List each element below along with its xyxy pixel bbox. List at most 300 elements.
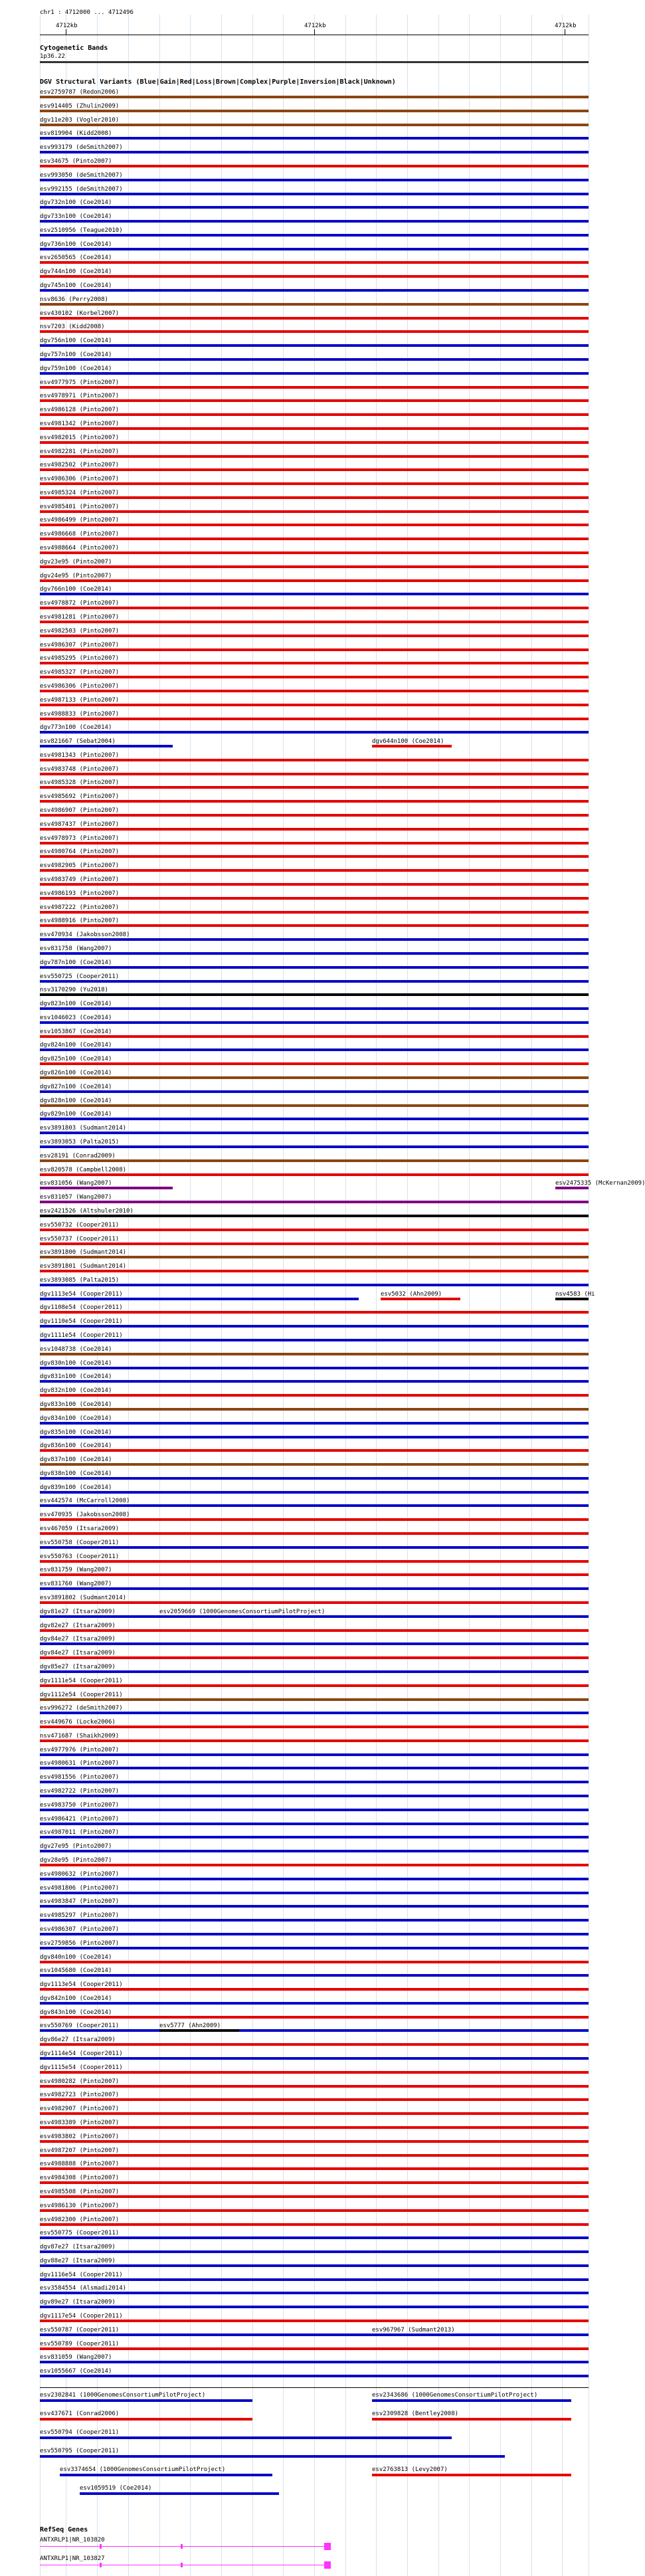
sv-bar[interactable] — [159, 2029, 239, 2032]
sv-bar[interactable] — [40, 1035, 589, 1038]
sv-label[interactable]: esv2309828 (Bentley2008) — [372, 2411, 459, 2417]
sv-bar[interactable] — [40, 317, 589, 320]
sv-label[interactable]: esv4985401 (Pinto2007) — [40, 503, 120, 510]
sv-bar[interactable] — [40, 427, 589, 430]
sv-label[interactable]: esv4987133 (Pinto2007) — [40, 696, 120, 704]
sv-label[interactable]: esv550775 (Cooper2011) — [40, 2230, 120, 2237]
sv-bar[interactable] — [40, 745, 173, 747]
sv-label[interactable]: nsv8636 (Perry2008) — [40, 296, 108, 303]
sv-label[interactable]: dgv84e27 (Itsara2009) — [40, 1650, 116, 1657]
sv-label[interactable]: esv3893085 (Palta2015) — [40, 1276, 120, 1284]
sv-label[interactable]: dgv842n100 (Coe2014) — [40, 1995, 112, 2002]
sv-bar[interactable] — [40, 1491, 589, 1494]
sv-label[interactable]: esv4982723 (Pinto2007) — [40, 2092, 120, 2099]
sv-label[interactable]: esv4982281 (Pinto2007) — [40, 448, 120, 455]
sv-bar[interactable] — [40, 1532, 589, 1535]
sv-bar[interactable] — [40, 1615, 589, 1618]
sv-label[interactable]: dgv834n100 (Coe2014) — [40, 1415, 112, 1422]
sv-bar[interactable] — [40, 718, 589, 720]
sv-bar[interactable] — [40, 441, 589, 444]
sv-bar[interactable] — [40, 1684, 589, 1687]
sv-label[interactable]: esv821667 (Sebat2004) — [40, 738, 116, 745]
sv-bar[interactable] — [40, 551, 589, 554]
sv-bar[interactable] — [40, 1422, 589, 1425]
sv-label[interactable]: esv3891803 (Sudmant2014) — [40, 1125, 127, 1132]
sv-bar[interactable] — [40, 2333, 589, 2336]
sv-label[interactable]: dgv86e27 (Itsara2009) — [40, 2036, 116, 2044]
sv-bar[interactable] — [381, 1298, 460, 1300]
sv-label[interactable]: dgv824n100 (Coe2014) — [40, 1042, 112, 1049]
sv-bar[interactable] — [40, 538, 589, 540]
sv-label[interactable]: esv2759856 (Pinto2007) — [40, 1939, 120, 1947]
sv-label[interactable]: esv4981806 (Pinto2007) — [40, 1884, 120, 1892]
sv-bar[interactable] — [40, 924, 589, 927]
sv-bar[interactable] — [60, 2474, 272, 2476]
sv-bar[interactable] — [40, 648, 589, 651]
sv-bar[interactable] — [40, 2085, 589, 2088]
sv-bar[interactable] — [40, 1298, 359, 1300]
sv-label[interactable]: dgv1110e54 (Cooper2011) — [40, 1318, 123, 1326]
sv-bar[interactable] — [40, 993, 589, 996]
gene-label[interactable]: ANTXRLP1|NR_103827 — [40, 2555, 105, 2562]
sv-bar[interactable] — [40, 330, 589, 333]
sv-bar[interactable] — [40, 303, 589, 306]
sv-bar[interactable] — [40, 413, 589, 416]
sv-label[interactable]: esv4987222 (Pinto2007) — [40, 904, 120, 911]
sv-label[interactable]: esv831758 (Wang2007) — [40, 945, 112, 952]
sv-label[interactable]: esv3374654 (1000GenomesConsortiumPilotProject) — [60, 2466, 226, 2473]
sv-label[interactable]: dgv838n100 (Coe2014) — [40, 1470, 112, 1477]
sv-label[interactable]: esv550732 (Cooper2011) — [40, 1221, 120, 1229]
sv-label[interactable]: esv4985508 (Pinto2007) — [40, 2188, 120, 2195]
sv-label[interactable]: esv993050 (deSmith2007) — [40, 171, 123, 179]
sv-label[interactable]: esv4986307 (Pinto2007) — [40, 641, 120, 648]
sv-label[interactable]: esv3891802 (Sudmant2014) — [40, 1595, 127, 1602]
sv-bar[interactable] — [40, 1587, 589, 1590]
sv-bar[interactable] — [40, 2181, 589, 2184]
sv-label[interactable]: esv4977975 (Pinto2007) — [40, 379, 120, 386]
sv-bar[interactable] — [40, 455, 589, 458]
sv-bar[interactable] — [40, 344, 589, 347]
sv-label[interactable]: esv550789 (Cooper2011) — [40, 2340, 120, 2347]
sv-bar[interactable] — [40, 1270, 589, 1272]
sv-bar[interactable] — [40, 2043, 589, 2046]
sv-label[interactable]: esv2421526 (Altshuler2010) — [40, 1207, 134, 1215]
sv-bar[interactable] — [40, 786, 589, 789]
sv-bar[interactable] — [40, 1850, 589, 1852]
sv-bar[interactable] — [40, 1795, 589, 1797]
sv-label[interactable]: esv550795 (Cooper2011) — [40, 2448, 120, 2454]
sv-bar[interactable] — [40, 1947, 589, 1949]
sv-bar[interactable] — [40, 2195, 589, 2198]
sv-bar[interactable] — [40, 1739, 589, 1742]
sv-bar[interactable] — [40, 220, 589, 223]
sv-label[interactable]: dgv1114e54 (Cooper2011) — [40, 2050, 123, 2058]
sv-bar[interactable] — [40, 1284, 589, 1286]
sv-bar[interactable] — [40, 1215, 589, 1217]
sv-label[interactable]: dgv1115e54 (Cooper2011) — [40, 2064, 123, 2071]
sv-label[interactable]: esv2510956 (Teague2010) — [40, 227, 123, 234]
sv-label[interactable]: esv5032 (Ahn2009) — [381, 1290, 442, 1298]
sv-label[interactable]: esv4978973 (Pinto2007) — [40, 835, 120, 842]
sv-label[interactable]: dgv835n100 (Coe2014) — [40, 1429, 112, 1436]
sv-bar[interactable] — [40, 842, 589, 844]
sv-label[interactable]: esv28191 (Conrad2009) — [40, 1152, 116, 1159]
sv-label[interactable]: esv3891800 (Sudmant2014) — [40, 1249, 127, 1256]
sv-bar[interactable] — [40, 1311, 589, 1314]
sv-bar[interactable] — [40, 496, 589, 499]
sv-bar[interactable] — [40, 855, 589, 858]
sv-bar[interactable] — [40, 759, 589, 761]
sv-bar[interactable] — [40, 2016, 589, 2019]
sv-label[interactable]: esv4983389 (Pinto2007) — [40, 2120, 120, 2126]
sv-label[interactable]: esv34675 (Pinto2007) — [40, 157, 112, 165]
sv-bar[interactable] — [40, 1325, 589, 1328]
gene-exon[interactable] — [100, 2563, 102, 2567]
sv-bar[interactable] — [40, 1919, 589, 1922]
sv-bar[interactable] — [40, 2375, 589, 2377]
sv-bar[interactable] — [40, 1449, 589, 1452]
sv-bar[interactable] — [40, 773, 589, 775]
sv-label[interactable]: dgv644n100 (Coe2014) — [372, 738, 444, 745]
sv-bar[interactable] — [40, 1698, 589, 1701]
sv-label[interactable]: nsv3170290 (Yu2018) — [40, 987, 108, 994]
sv-label[interactable]: esv4986421 (Pinto2007) — [40, 1815, 120, 1823]
sv-label[interactable]: esv430102 (Korbel2007) — [40, 310, 120, 317]
sv-label[interactable]: esv4985324 (Pinto2007) — [40, 489, 120, 496]
sv-label[interactable]: esv4980631 (Pinto2007) — [40, 1760, 120, 1767]
sv-label[interactable]: esv914405 (Zhulin2009) — [40, 102, 120, 110]
sv-bar[interactable] — [40, 1436, 589, 1438]
sv-label[interactable]: dgv830n100 (Coe2014) — [40, 1359, 112, 1367]
sv-label[interactable]: esv4982907 (Pinto2007) — [40, 2106, 120, 2113]
sv-bar[interactable] — [40, 2057, 589, 2060]
sv-bar[interactable] — [40, 193, 589, 195]
sv-label[interactable]: esv4983750 (Pinto2007) — [40, 1801, 120, 1809]
sv-bar[interactable] — [40, 1670, 589, 1673]
sv-bar[interactable] — [40, 179, 589, 181]
sv-label[interactable]: esv467059 (Itsara2009) — [40, 1526, 120, 1533]
sv-bar[interactable] — [40, 2264, 589, 2267]
sv-bar[interactable] — [40, 952, 589, 955]
sv-bar[interactable] — [40, 1518, 589, 1521]
sv-label[interactable]: dgv827n100 (Coe2014) — [40, 1083, 112, 1090]
sv-label[interactable]: esv819904 (Kidd2008) — [40, 130, 112, 138]
sv-bar[interactable] — [40, 1104, 589, 1107]
sv-label[interactable]: esv550725 (Cooper2011) — [40, 973, 120, 980]
cytoband-bar[interactable] — [40, 61, 589, 63]
sv-label[interactable]: dgv833n100 (Coe2014) — [40, 1401, 112, 1408]
sv-bar[interactable] — [40, 1021, 589, 1024]
sv-bar[interactable] — [40, 2098, 589, 2101]
sv-label[interactable]: esv967967 (Sudmant2013) — [372, 2326, 455, 2333]
sv-bar[interactable] — [40, 1726, 589, 1728]
sv-label[interactable]: esv550787 (Cooper2011) — [40, 2326, 120, 2333]
gene-exon[interactable] — [324, 2543, 331, 2550]
sv-bar[interactable] — [40, 1905, 589, 1908]
sv-label[interactable]: esv4980632 (Pinto2007) — [40, 1870, 120, 1878]
sv-bar[interactable] — [40, 593, 589, 595]
sv-label[interactable]: esv1046023 (Coe2014) — [40, 1014, 112, 1021]
sv-label[interactable]: esv4982905 (Pinto2007) — [40, 862, 120, 870]
sv-bar[interactable] — [40, 1132, 589, 1134]
sv-bar[interactable] — [40, 1892, 589, 1894]
sv-bar[interactable] — [40, 1781, 589, 1783]
sv-label[interactable]: esv2059669 (1000GenomesConsortiumPilotProject) — [159, 1608, 325, 1615]
sv-label[interactable]: esv4982722 (Pinto2007) — [40, 1788, 120, 1795]
sv-label[interactable]: esv1059519 (Coe2014) — [80, 2485, 152, 2492]
sv-label[interactable]: dgv757n100 (Coe2014) — [40, 351, 112, 358]
sv-label[interactable]: esv437671 (Conrad2006) — [40, 2411, 120, 2417]
sv-bar[interactable] — [40, 275, 589, 278]
sv-label[interactable]: dgv27e95 (Pinto2007) — [40, 1843, 112, 1850]
sv-bar[interactable] — [40, 206, 589, 209]
sv-label[interactable]: esv4981343 (Pinto2007) — [40, 751, 120, 759]
sv-label[interactable]: esv4982503 (Pinto2007) — [40, 627, 120, 635]
gene-exon[interactable] — [181, 2544, 183, 2549]
sv-bar[interactable] — [40, 1656, 589, 1659]
sv-label[interactable]: esv4987437 (Pinto2007) — [40, 821, 120, 828]
sv-label[interactable]: dgv832n100 (Coe2014) — [40, 1387, 112, 1395]
sv-bar[interactable] — [40, 2455, 505, 2458]
sv-label[interactable]: esv992155 (deSmith2007) — [40, 185, 123, 193]
sv-bar[interactable] — [40, 358, 589, 361]
sv-bar[interactable] — [40, 1560, 589, 1563]
sv-label[interactable]: esv1045680 (Coe2014) — [40, 1967, 112, 1975]
sv-bar[interactable] — [40, 2223, 589, 2226]
sv-bar[interactable] — [40, 2167, 589, 2170]
sv-bar[interactable] — [40, 676, 589, 678]
sv-bar[interactable] — [40, 165, 589, 167]
sv-label[interactable]: dgv733n100 (Coe2014) — [40, 213, 112, 221]
sv-label[interactable]: esv3891801 (Sudmant2014) — [40, 1263, 127, 1270]
sv-bar[interactable] — [40, 1988, 589, 1991]
sv-label[interactable]: esv4981281 (Pinto2007) — [40, 613, 120, 621]
sv-label[interactable]: dgv836n100 (Coe2014) — [40, 1442, 112, 1450]
sv-bar[interactable] — [40, 2278, 589, 2281]
sv-bar[interactable] — [40, 1767, 589, 1769]
sv-bar[interactable] — [40, 2320, 589, 2322]
sv-bar[interactable] — [40, 1753, 589, 1756]
sv-bar[interactable] — [40, 1408, 589, 1411]
sv-bar[interactable] — [40, 690, 589, 692]
sv-bar[interactable] — [40, 1242, 589, 1245]
sv-bar[interactable] — [40, 2154, 589, 2157]
sv-label[interactable]: dgv829n100 (Coe2014) — [40, 1111, 112, 1118]
sv-bar[interactable] — [40, 966, 589, 969]
sv-label[interactable]: esv1055667 (Coe2014) — [40, 2368, 112, 2375]
sv-label[interactable]: dgv828n100 (Coe2014) — [40, 1097, 112, 1104]
sv-label[interactable]: dgv843n100 (Coe2014) — [40, 2009, 112, 2016]
sv-label[interactable]: esv470935 (Jakobsson2008) — [40, 1512, 130, 1519]
sv-label[interactable]: dgv1112e54 (Cooper2011) — [40, 1691, 123, 1698]
sv-bar[interactable] — [40, 607, 589, 609]
sv-bar[interactable] — [40, 1076, 589, 1079]
sv-bar[interactable] — [40, 386, 589, 389]
sv-label[interactable]: esv831056 (Wang2007) — [40, 1180, 112, 1187]
sv-label[interactable]: dgv11e203 (Vogler2010) — [40, 116, 120, 124]
sv-label[interactable]: esv1048738 (Coe2014) — [40, 1345, 112, 1353]
sv-bar[interactable] — [40, 814, 589, 817]
sv-bar[interactable] — [40, 1864, 589, 1866]
sv-bar[interactable] — [372, 745, 452, 747]
sv-label[interactable]: esv4986307 (Pinto2007) — [40, 1926, 120, 1933]
sv-label[interactable]: esv4982015 (Pinto2007) — [40, 434, 120, 441]
sv-label[interactable]: esv3584554 (Alsmadi2014) — [40, 2285, 127, 2292]
sv-bar[interactable] — [40, 399, 589, 402]
sv-bar[interactable] — [40, 1712, 589, 1714]
sv-label[interactable]: dgv1108e54 (Cooper2011) — [40, 1304, 123, 1312]
sv-bar[interactable] — [40, 980, 589, 983]
sv-label[interactable]: esv3893053 (Palta2015) — [40, 1138, 120, 1145]
sv-bar[interactable] — [372, 2474, 571, 2476]
sv-label[interactable]: esv442574 (McCarroll2008) — [40, 1498, 130, 1505]
sv-label[interactable]: esv2475335 (McKernan2009) — [555, 1180, 645, 1187]
sv-bar[interactable] — [40, 662, 589, 664]
sv-label[interactable]: dgv773n100 (Coe2014) — [40, 724, 112, 732]
sv-label[interactable]: dgv736n100 (Coe2014) — [40, 241, 112, 248]
sv-label[interactable]: dgv766n100 (Coe2014) — [40, 586, 112, 593]
sv-label[interactable]: esv2763813 (Levy2007) — [372, 2466, 448, 2473]
sv-bar[interactable] — [372, 2333, 452, 2336]
sv-label[interactable]: dgv28e95 (Pinto2007) — [40, 1857, 112, 1864]
sv-bar[interactable] — [40, 1601, 589, 1604]
sv-bar[interactable] — [40, 1339, 589, 1341]
sv-bar[interactable] — [40, 1878, 589, 1880]
sv-label[interactable]: esv831059 (Wang2007) — [40, 2354, 112, 2361]
sv-bar[interactable] — [40, 1062, 589, 1065]
sv-bar[interactable] — [40, 883, 589, 886]
sv-label[interactable]: esv4986306 (Pinto2007) — [40, 682, 120, 690]
sv-bar[interactable] — [40, 137, 589, 140]
sv-label[interactable]: dgv84e27 (Itsara2009) — [40, 1636, 116, 1643]
sv-label[interactable]: esv550758 (Cooper2011) — [40, 1539, 120, 1546]
sv-label[interactable]: esv5777 (Ahn2009) — [159, 2023, 221, 2030]
gene-exon[interactable] — [100, 2544, 102, 2549]
sv-bar[interactable] — [40, 1823, 589, 1825]
sv-bar[interactable] — [40, 1118, 589, 1120]
gene-exon[interactable] — [181, 2563, 183, 2567]
sv-label[interactable]: dgv85e27 (Itsara2009) — [40, 1663, 116, 1670]
sv-bar[interactable] — [40, 1201, 589, 1203]
sv-bar[interactable] — [159, 1615, 239, 1618]
sv-bar[interactable] — [40, 938, 589, 941]
sv-label[interactable]: esv4985692 (Pinto2007) — [40, 793, 120, 801]
sv-bar[interactable] — [40, 731, 589, 734]
sv-bar[interactable] — [40, 897, 589, 900]
sv-label[interactable]: esv4983802 (Pinto2007) — [40, 2133, 120, 2140]
sv-bar[interactable] — [40, 579, 589, 582]
sv-label[interactable]: dgv745n100 (Coe2014) — [40, 282, 112, 290]
sv-bar[interactable] — [40, 2306, 589, 2308]
sv-bar[interactable] — [40, 1961, 589, 1963]
sv-bar[interactable] — [80, 2492, 279, 2495]
sv-bar[interactable] — [40, 1367, 589, 1369]
sv-bar[interactable] — [40, 2347, 589, 2350]
sv-bar[interactable] — [40, 1504, 589, 1507]
sv-label[interactable]: dgv732n100 (Coe2014) — [40, 199, 112, 207]
sv-label[interactable]: esv831759 (Wang2007) — [40, 1567, 112, 1574]
sv-label[interactable]: esv820578 (Campbell2008) — [40, 1166, 127, 1173]
sv-bar[interactable] — [40, 869, 589, 872]
sv-bar[interactable] — [40, 1809, 589, 1811]
sv-bar[interactable] — [40, 800, 589, 803]
sv-label[interactable]: esv449676 (Locke2006) — [40, 1719, 116, 1726]
sv-bar[interactable] — [40, 261, 589, 264]
gene-label[interactable]: ANTXRLP1|NR_103820 — [40, 2537, 105, 2543]
sv-label[interactable]: dgv823n100 (Coe2014) — [40, 1001, 112, 1008]
sv-label[interactable]: esv4986668 (Pinto2007) — [40, 531, 120, 538]
sv-bar[interactable] — [40, 151, 589, 153]
sv-bar[interactable] — [40, 1477, 589, 1480]
sv-label[interactable]: esv4985328 (Pinto2007) — [40, 779, 120, 787]
sv-label[interactable]: esv550737 (Cooper2011) — [40, 1235, 120, 1242]
sv-label[interactable]: esv4980282 (Pinto2007) — [40, 2078, 120, 2085]
sv-label[interactable]: dgv787n100 (Coe2014) — [40, 959, 112, 966]
sv-bar[interactable] — [40, 1187, 173, 1189]
sv-label[interactable]: esv4984308 (Pinto2007) — [40, 2175, 120, 2182]
sv-bar[interactable] — [40, 1229, 589, 1231]
sv-label[interactable]: esv4983847 (Pinto2007) — [40, 1898, 120, 1906]
sv-label[interactable]: esv4985297 (Pinto2007) — [40, 1912, 120, 1920]
sv-bar[interactable] — [40, 1933, 589, 1935]
sv-label[interactable]: esv4985327 (Pinto2007) — [40, 669, 120, 676]
sv-bar[interactable] — [40, 2418, 252, 2421]
sv-label[interactable]: dgv1111e54 (Cooper2011) — [40, 1332, 123, 1339]
sv-label[interactable]: dgv756n100 (Coe2014) — [40, 338, 112, 345]
sv-label[interactable]: dgv23e95 (Pinto2007) — [40, 558, 112, 565]
gene-exon[interactable] — [324, 2561, 331, 2569]
sv-bar[interactable] — [40, 2436, 452, 2439]
sv-label[interactable]: nsv471687 (Shaikh2009) — [40, 1732, 120, 1739]
sv-label[interactable]: esv4981556 (Pinto2007) — [40, 1774, 120, 1781]
sv-label[interactable]: esv550794 (Cooper2011) — [40, 2429, 120, 2436]
sv-label[interactable]: dgv1116e54 (Cooper2011) — [40, 2271, 123, 2278]
sv-bar[interactable] — [40, 2126, 589, 2129]
sv-label[interactable]: esv2302841 (1000GenomesConsortiumPilotProject) — [40, 2392, 206, 2399]
sv-bar[interactable] — [40, 2292, 589, 2294]
sv-bar[interactable] — [40, 911, 589, 914]
sv-bar[interactable] — [40, 621, 589, 623]
sv-label[interactable]: esv4987207 (Pinto2007) — [40, 2147, 120, 2154]
sv-bar[interactable] — [40, 635, 589, 637]
sv-bar[interactable] — [40, 1090, 589, 1093]
sv-label[interactable]: dgv87e27 (Itsara2009) — [40, 2244, 116, 2251]
sv-bar[interactable] — [40, 510, 589, 513]
sv-bar[interactable] — [40, 289, 589, 292]
sv-bar[interactable] — [40, 524, 589, 526]
sv-bar[interactable] — [40, 2002, 589, 2005]
sv-label[interactable]: dgv24e95 (Pinto2007) — [40, 572, 112, 579]
sv-label[interactable]: dgv1111e54 (Cooper2011) — [40, 1677, 123, 1684]
sv-bar[interactable] — [40, 1380, 589, 1383]
sv-label[interactable]: esv4982300 (Pinto2007) — [40, 2216, 120, 2223]
sv-label[interactable]: esv4986193 (Pinto2007) — [40, 890, 120, 897]
sv-bar[interactable] — [40, 1974, 589, 1977]
sv-label[interactable]: nsv7203 (Kidd2008) — [40, 324, 105, 331]
sv-label[interactable]: esv4985295 (Pinto2007) — [40, 655, 120, 662]
sv-bar[interactable] — [40, 482, 589, 485]
sv-bar[interactable] — [40, 248, 589, 250]
sv-bar[interactable] — [40, 2071, 589, 2074]
sv-bar[interactable] — [40, 2029, 589, 2032]
sv-label[interactable]: dgv1113e54 (Cooper2011) — [40, 1290, 123, 1298]
sv-label[interactable]: esv550769 (Cooper2011) — [40, 2023, 120, 2030]
sv-label[interactable]: esv996272 (deSmith2007) — [40, 1705, 123, 1712]
sv-label[interactable]: dgv839n100 (Coe2014) — [40, 1484, 112, 1491]
sv-bar[interactable] — [40, 96, 589, 98]
sv-bar[interactable] — [40, 2209, 589, 2212]
